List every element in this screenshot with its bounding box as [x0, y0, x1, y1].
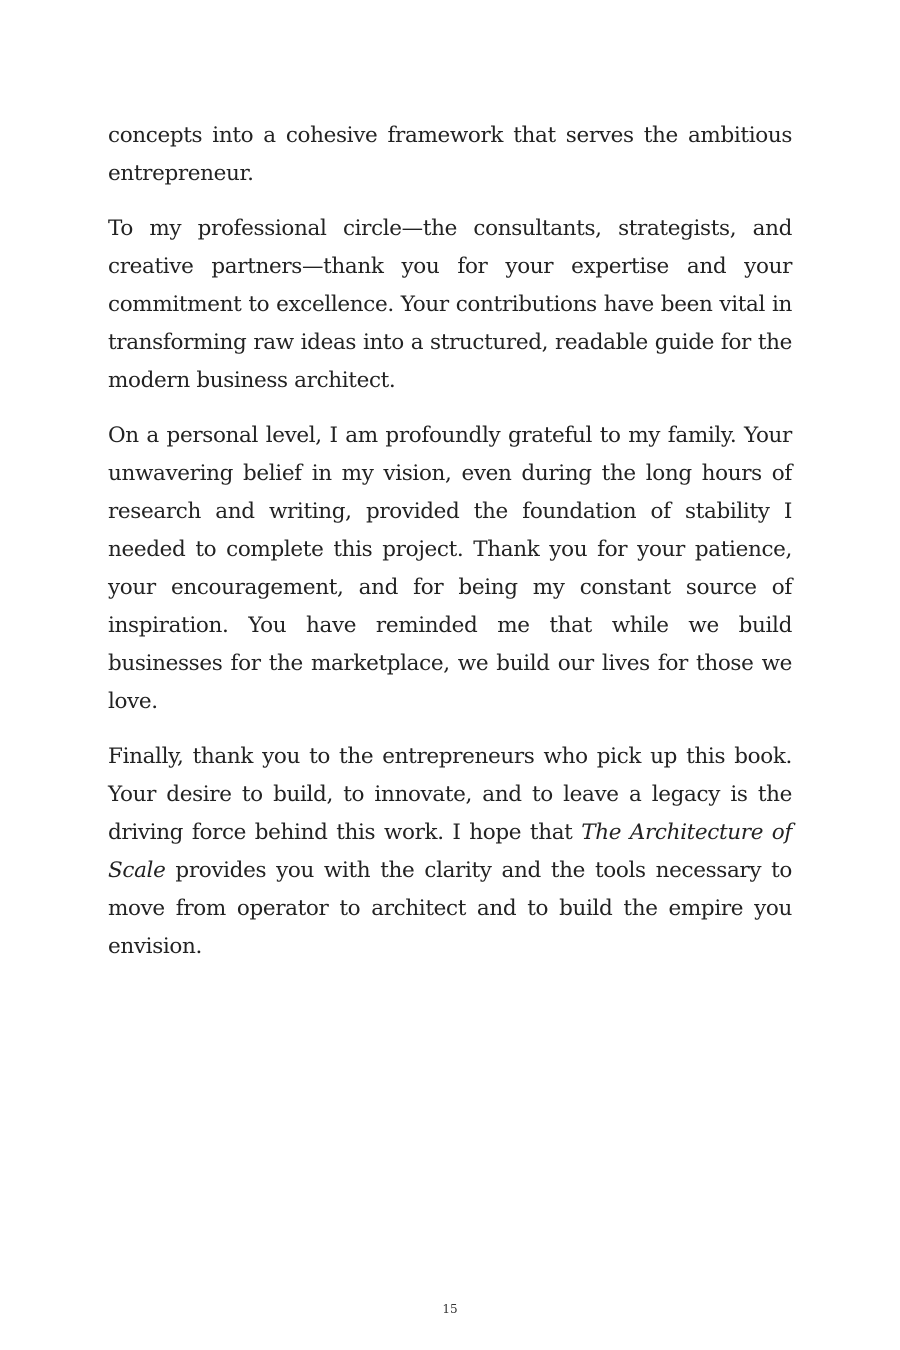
book-title: The Architecture of Scale — [108, 820, 792, 883]
paragraph-family: On a personal level, I am profoundly grateful to my family. Your unwavering belief in my vision, even during the long hours of research and writing, provided the foundation of stability I needed to complete this project. Thank you for your patience, your encouragement, and for being my constant source of inspiration. You have reminded me that while we build businesses for the marketplace, we build our lives for those we love. — [108, 423, 792, 714]
paragraph-entrepreneurs — [108, 738, 792, 966]
paragraph-text-before-title: Finally, thank you to the entrepreneurs who pick up this book. Your desire to build, to innovate, and to leave a legacy is the driving force behind this work. I hope that — [108, 744, 792, 845]
body-text — [108, 117, 792, 983]
paragraph-framework: concepts into a cohesive framework that serves the ambitious entrepreneur. — [108, 123, 792, 186]
paragraph-professional-circle: To my professional circle—the consultants, strategists, and creative partners—thank you for your expertise and your commitment to excellence. Your contributions have been vital in transforming raw ideas into a structured, readable guide for the modern business architect. — [108, 216, 792, 393]
page-number: 15 — [442, 1302, 458, 1316]
paragraph-text-after-title: provides you with the clarity and the tools necessary to move from operator to architect and to build the empire you envision. — [108, 858, 792, 959]
